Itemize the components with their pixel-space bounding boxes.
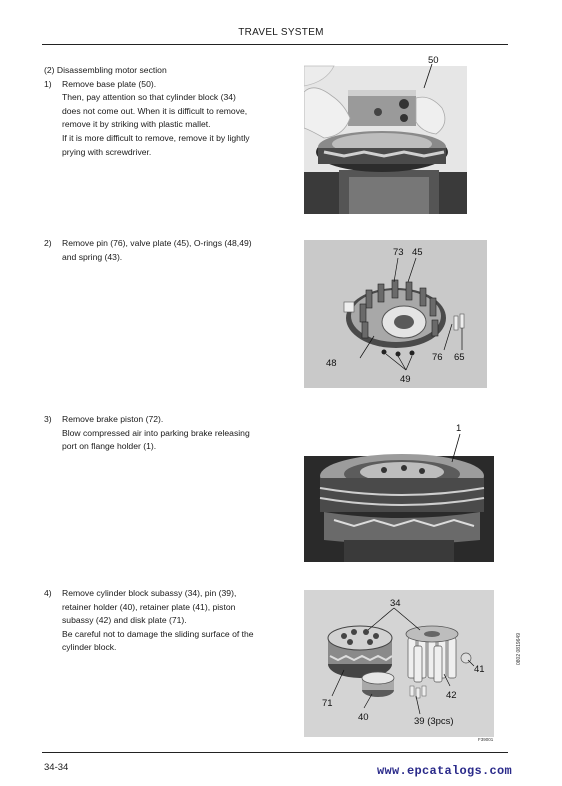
step-3-text (44, 413, 250, 454)
step-1-line-3: does not come out. When it is difficult to remove, (62, 105, 248, 116)
photo-cylinder-block-removal (304, 590, 494, 737)
photo-base-plate-removal (304, 52, 467, 214)
callout-50: 50 (428, 55, 439, 66)
step-2-line-1: Remove pin (76), valve plate (45), O-rings (48,49) (62, 238, 252, 248)
step-4-line-3: subassy (42) and disk plate (71). (62, 615, 187, 626)
callout-73: 73 (393, 247, 404, 258)
step-1-line-1: Remove base plate (50). (62, 78, 157, 89)
step-4-line-5: cylinder block. (62, 642, 117, 653)
step-3-line-2: Blow compressed air into parking brake releasing (62, 427, 250, 438)
step-4-line-2: retainer holder (40), retainer plate (41), piston (62, 601, 236, 612)
callout-40: 40 (358, 712, 369, 723)
step-2-line-2: and spring (43). (62, 251, 123, 262)
step-3-line-1: Remove brake piston (72). (62, 414, 164, 424)
intro-heading: (2) Disassembling motor section (44, 65, 167, 75)
watermark-url: www.epcatalogs.com (376, 764, 512, 778)
callout-48: 48 (326, 358, 337, 369)
callout-45: 45 (412, 247, 423, 258)
step-1-number: 1) (44, 78, 52, 89)
step-1-line-5: If it is more difficult to remove, remove it by lightly (62, 132, 250, 143)
side-reference-code: 0802 0819649 (516, 633, 522, 665)
callout-41: 41 (474, 664, 485, 675)
step-4-number: 4) (44, 588, 52, 598)
callout-34: 34 (390, 598, 401, 609)
step-3-number: 3) (44, 414, 52, 424)
section-title: TRAVEL SYSTEM (238, 27, 324, 38)
callout-65: 65 (454, 352, 465, 363)
callout-49: 49 (400, 374, 411, 385)
step-1-line-2: Then, pay attention so that cylinder block (34) (62, 92, 236, 103)
callout-76: 76 (432, 352, 443, 363)
step-1-line-6: prying with screwdriver. (62, 146, 152, 157)
photo-brake-piston-removal (304, 416, 494, 562)
page-number: 34-34 (44, 762, 69, 773)
step-2-number: 2) (44, 238, 52, 248)
step-1-text (44, 64, 250, 159)
step-3-line-3: port on flange holder (1). (62, 441, 157, 452)
step-1-line-4: remove it by striking with plastic mallet. (62, 119, 211, 130)
callout-42: 42 (446, 690, 457, 701)
step-4-line-4: Be careful not to damage the sliding surface of the (62, 628, 254, 639)
callout-1: 1 (456, 423, 462, 434)
step-4-text (44, 587, 254, 655)
step-4-line-1: Remove cylinder block subassy (34), pin (39), (62, 588, 237, 598)
callout-39-3pcs: 39 (3pcs) (414, 716, 454, 727)
footer-rule (42, 752, 508, 753)
step-2-text (44, 237, 252, 264)
callout-71: 71 (322, 698, 333, 709)
figure-code: F39001 (478, 737, 494, 742)
header-rule (42, 44, 508, 45)
photo-valve-plate-removal (304, 240, 487, 388)
